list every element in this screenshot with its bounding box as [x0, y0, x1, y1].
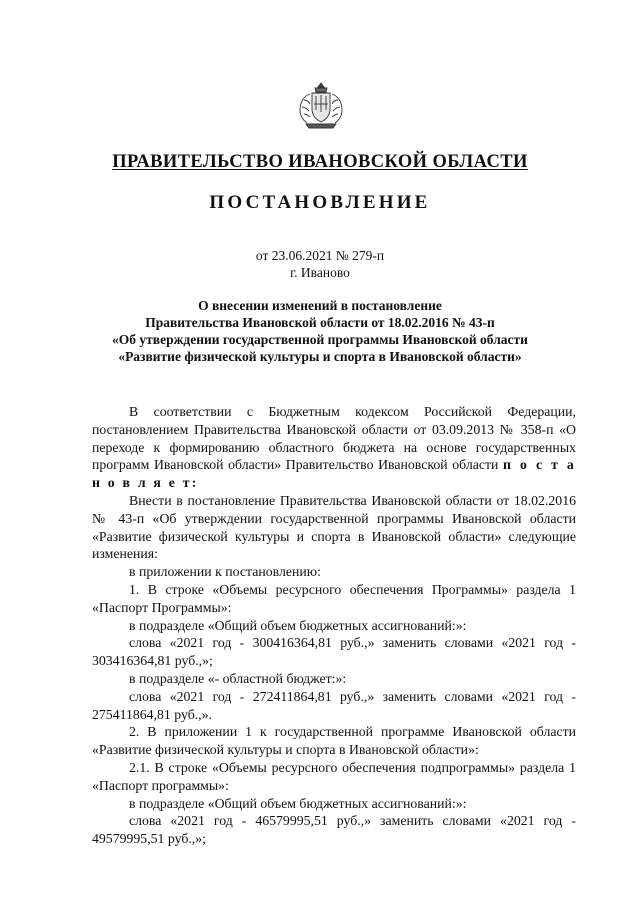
- resolves-keyword: п о с т а н о в л я е т:: [92, 457, 577, 491]
- coat-of-arms-icon: [296, 80, 346, 132]
- body-paragraph: в подразделе «- областной бюджет:»:: [129, 670, 347, 686]
- body-paragraph: слова «2021 год - 46579995,51 руб.,» заменить словами «2021 год - 49579995,51 руб.,»;: [92, 813, 576, 847]
- government-title: ПРАВИТЕЛЬСТВО ИВАНОВСКОЙ ОБЛАСТИ: [112, 152, 528, 172]
- body-paragraph: В соответствии с Бюджетным кодексом Российской Федерации, постановлением Правительства Ивановской области от 03.09.2013 № 358-п «О переходе к формированию областного бюджета на основе государственных программ Ивановской области» Правительство Ивановской области п о с т а н о в л я е т:: [92, 404, 577, 491]
- body-paragraph: в приложении к постановлению:: [129, 564, 321, 580]
- title-line: О внесении изменений в постановление: [198, 298, 442, 313]
- body-paragraph: 2. В приложении 1 к государственной программе Ивановской области «Развитие физической культуры и спорта в Ивановской области»:: [92, 724, 576, 758]
- city: г. Иваново: [290, 265, 350, 280]
- body-paragraph: Внести в постановление Правительства Ивановской области от 18.02.2016 № 43-п «Об утверждении государственной программы Ивановской области «Развитие физической культуры и спорта в Ивановской области» следующие изменения:: [92, 492, 576, 562]
- document-body: [92, 403, 576, 848]
- body-paragraph: в подразделе «Общий объем бюджетных ассигнований:»:: [129, 617, 467, 633]
- document-type: ПОСТАНОВЛЕНИЕ: [209, 192, 431, 213]
- body-paragraph: слова «2021 год - 300416364,81 руб.,» заменить словами «2021 год - 303416364,81 руб.,»;: [92, 635, 576, 669]
- body-paragraph: слова «2021 год - 272411864,81 руб.,» заменить словами «2021 год - 275411864,81 руб.,».: [92, 688, 576, 722]
- title-line: «Об утверждении государственной программы Ивановской области: [112, 332, 528, 347]
- document-title: [60, 297, 580, 365]
- title-line: Правительства Ивановской области от 18.02.2016 № 43-п: [145, 315, 495, 330]
- body-paragraph: в подразделе «Общий объем бюджетных ассигнований:»:: [129, 795, 467, 811]
- title-line: «Развитие физической культуры и спорта в Ивановской области»: [118, 349, 522, 364]
- body-paragraph: 1. В строке «Объемы ресурсного обеспечения Программы» раздела 1 «Паспорт Программы»:: [92, 581, 576, 615]
- body-paragraph: 2.1. В строке «Объемы ресурсного обеспечения подпрограммы» раздела 1 «Паспорт программы»:: [92, 759, 576, 793]
- date-number: от 23.06.2021 № 279-п: [255, 248, 385, 263]
